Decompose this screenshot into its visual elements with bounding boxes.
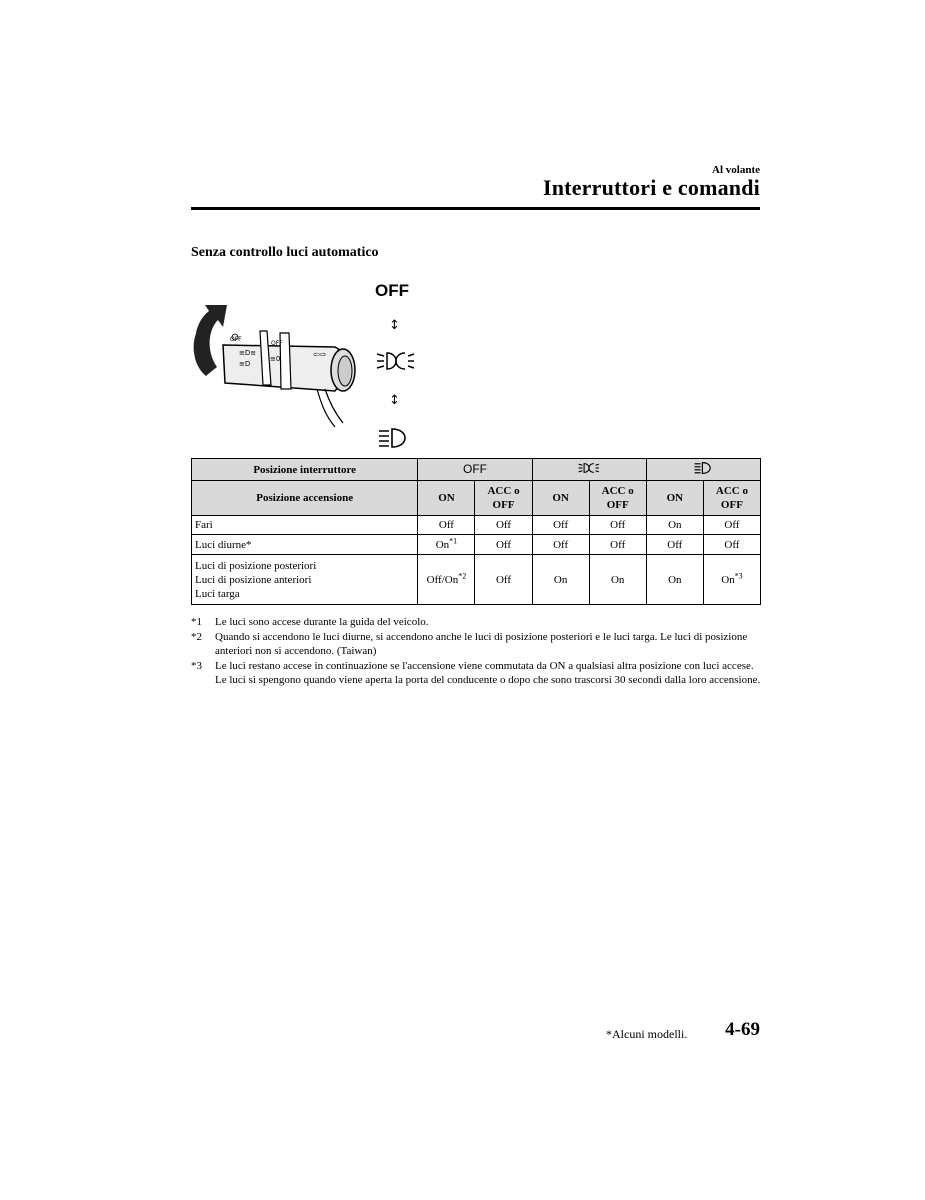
section-label: Al volante xyxy=(712,164,760,176)
parking-lights-icon xyxy=(576,462,602,474)
lever-fog-icon: ≡0 xyxy=(270,355,281,363)
ignition-header: ON xyxy=(646,481,703,516)
table-cell: On xyxy=(589,555,646,605)
table-row xyxy=(192,555,761,605)
table-cell: Off/On$^{*2}$ xyxy=(418,555,475,605)
subheading: Senza controllo luci automatico xyxy=(191,245,379,260)
footnote xyxy=(191,630,761,659)
lever-label-off-1: OFF xyxy=(230,336,242,343)
table-cell: Off xyxy=(589,535,646,555)
footnote xyxy=(191,615,761,630)
ignition-header: ON xyxy=(418,481,475,516)
lever-turn-signal-icon: ⇦⇨ xyxy=(313,350,327,359)
lever-headlight-icon: ≡D xyxy=(239,360,251,368)
footnote-text: Le luci sono accese durante la guida del veicolo. xyxy=(215,616,429,628)
title-rule xyxy=(191,207,760,210)
footnote xyxy=(191,659,761,688)
table-row xyxy=(192,535,761,555)
ignition-header: ACC o OFF xyxy=(589,481,646,516)
lever-parking-icon: ≡D≡ xyxy=(239,349,257,357)
ignition-position-header: Posizione accensione xyxy=(192,481,418,516)
light-status-table xyxy=(191,458,761,605)
table-cell: On xyxy=(646,516,703,535)
up-down-arrow-icon: ↕ xyxy=(389,393,400,408)
table-cell: On$^{*1}$ xyxy=(418,535,475,555)
table-cell: Off xyxy=(475,516,532,535)
table-cell: Off xyxy=(703,535,760,555)
table-cell: Off xyxy=(532,535,589,555)
page-title: Interruttori e comandi xyxy=(542,175,760,200)
lever-label-off-2: OFF xyxy=(271,340,283,347)
table-cell: Off xyxy=(475,555,532,605)
table-cell: Off xyxy=(475,535,532,555)
up-down-arrow-icon: ↕ xyxy=(389,318,400,333)
switch-parking-header xyxy=(532,459,646,481)
row-label: Luci di posizione posteriori Luci di posizione anteriori Luci targa xyxy=(192,555,418,605)
switch-off-header: OFF xyxy=(418,459,532,481)
ignition-header: ON xyxy=(532,481,589,516)
table-cell: Off xyxy=(703,516,760,535)
table-cell: On$^{*3}$ xyxy=(703,555,760,605)
light-switch-lever-illustration xyxy=(185,275,365,445)
table-cell: Off xyxy=(532,516,589,535)
footnote-mark: *2 xyxy=(191,630,202,643)
row-label: Fari xyxy=(192,516,418,535)
table-cell: Off xyxy=(589,516,646,535)
footer-note: *Alcuni modelli. xyxy=(606,1027,688,1041)
headlight-icon xyxy=(378,428,408,448)
switch-position-header: Posizione interruttore xyxy=(192,459,418,481)
table-row xyxy=(192,516,761,535)
footnote-text: Quando si accendono le luci diurne, si accendono anche le luci di posizione posteriori e le luci targa. Le luci di posizione anteriori non si accendono. (Taiwan) xyxy=(215,630,748,657)
ignition-header: ACC o OFF xyxy=(703,481,760,516)
parking-lights-icon xyxy=(376,350,416,372)
footnote-mark: *3 xyxy=(191,659,202,672)
footnotes xyxy=(191,615,761,688)
row-label: Luci diurne* xyxy=(192,535,418,555)
page-number: 4-69 xyxy=(725,1019,760,1040)
footnote-mark: *1 xyxy=(191,616,202,628)
ignition-header: ACC o OFF xyxy=(475,481,532,516)
table-cell: On xyxy=(646,555,703,605)
headlight-icon xyxy=(694,462,712,474)
table-cell: Off xyxy=(418,516,475,535)
table-cell: Off xyxy=(646,535,703,555)
position-off-label: OFF xyxy=(375,281,409,300)
table-cell: On xyxy=(532,555,589,605)
footnote-text: Le luci restano accese in continuazione se l'accensione viene commutata da ON a qualsiasi altra posizione con luci accese. Le luci si spengono quando viene aperta la porta del conducente o dopo che sono trascorsi 30 secondi dalla loro accensione. xyxy=(215,659,761,686)
switch-headlight-header xyxy=(646,459,760,481)
